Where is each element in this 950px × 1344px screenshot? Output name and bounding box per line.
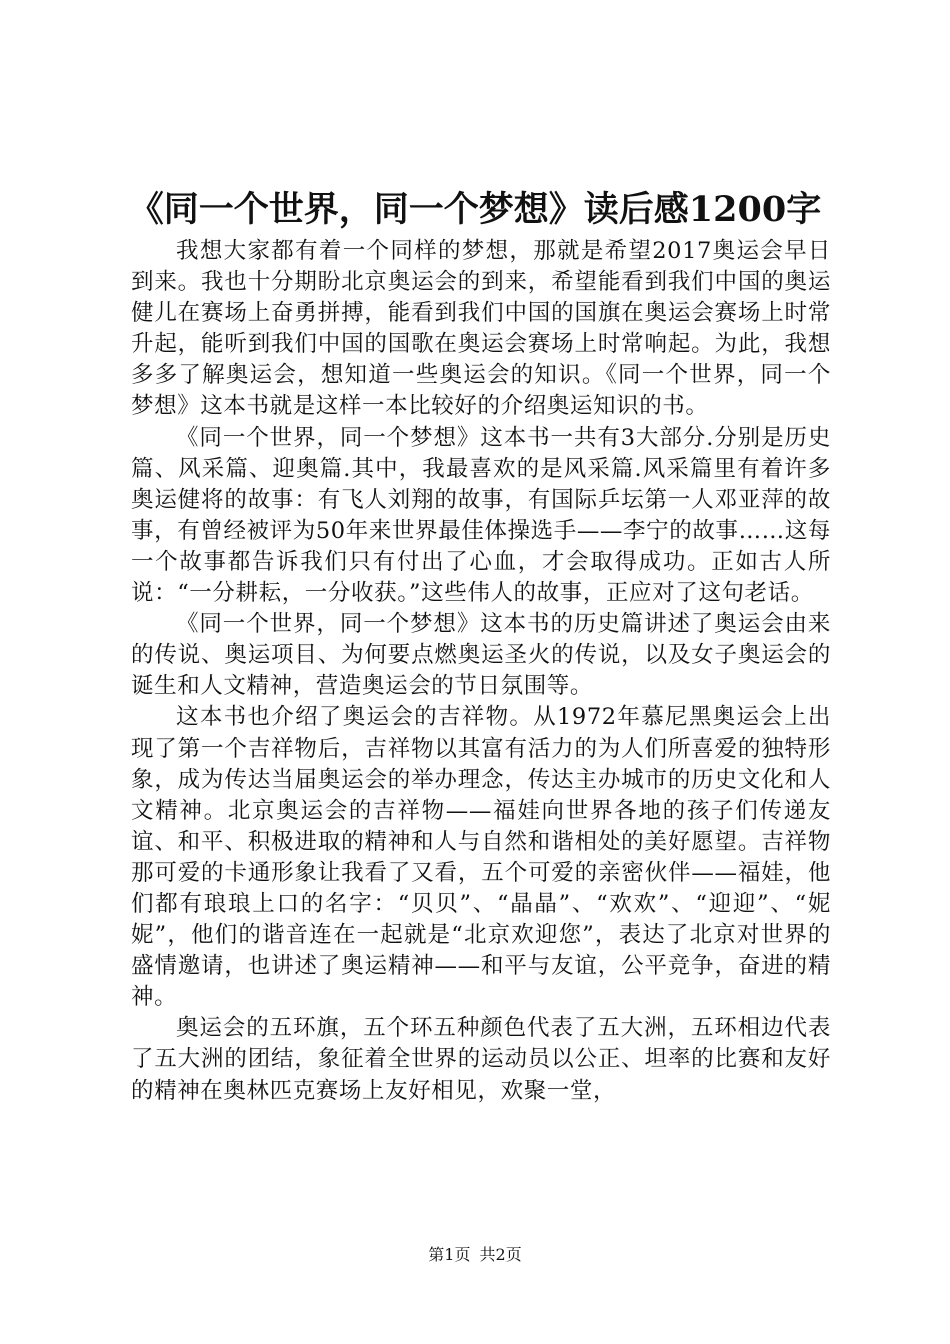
page-number: 第1页: [428, 1245, 471, 1264]
document-body: [131, 236, 831, 1107]
paragraph-4: 这本书也介绍了奥运会的吉祥物。从1972年慕尼黑奥运会上出现了第一个吉祥物后，吉祥物以其富有活力的为人们所喜爱的独特形象，成为传达当届奥运会的举办理念，传达主办城市的历史文化和人文精神。北京奥运会的吉祥物——福娃向世界各地的孩子们传递友谊、和平、积极进取的精神和人与自然和谐相处的美好愿望。吉祥物那可爱的卡通形象让我看了又看，五个可爱的亲密伙伴——福娃，他们都有琅琅上口的名字：“贝贝”、“晶晶”、“欢欢”、“迎迎”、“妮妮”，他们的谐音连在一起就是“北京欢迎您”，表达了北京对世界的盛情邀请，也讲述了奥运精神——和平与友谊，公平竞争，奋进的精神。: [131, 704, 831, 1011]
paragraph-5: 奥运会的五环旗，五个环五种颜色代表了五大洲，五环相边代表了五大洲的团结，象征着全世界的运动员以公正、坦率的比赛和友好的精神在奥林匹克赛场上友好相见，欢聚一堂，: [131, 1015, 831, 1104]
paragraph-3: 《同一个世界，同一个梦想》这本书的历史篇讲述了奥运会由来的传说、奥运项目、为何要点燃奥运圣火的传说，以及女子奥运会的诞生和人文精神，营造奥运会的节日氛围等。: [131, 611, 831, 700]
page-total: 共2页: [479, 1245, 522, 1264]
page-footer: [0, 1244, 950, 1266]
document-title: 《同一个世界，同一个梦想》读后感1200字: [128, 189, 822, 230]
paragraph-1: 我想大家都有着一个同样的梦想，那就是希望2017奥运会早日到来。我也十分期盼北京奥运会的到来，希望能看到我们中国的奥运健儿在赛场上奋勇拼搏，能看到我们中国的国旗在奥运会赛场上时常升起，能听到我们中国的国歌在奥运会赛场上时常响起。为此，我想多多了解奥运会，想知道一些奥运会的知识。《同一个世界，同一个梦想》这本书就是这样一本比较好的介绍奥运知识的书。: [131, 238, 831, 420]
paragraph-2: 《同一个世界，同一个梦想》这本书一共有3大部分.分别是历史篇、风采篇、迎奥篇.其中，我最喜欢的是风采篇.风采篇里有着许多奥运健将的故事：有飞人刘翔的故事，有国际乒坛第一人邓亚萍的故事，有曾经被评为50年来世界最佳体操选手——李宁的故事……这每一个故事都告诉我们只有付出了心血，才会取得成功。正如古人所说：“一分耕耘，一分收获。”这些伟人的故事，正应对了这句老话。: [131, 424, 831, 607]
